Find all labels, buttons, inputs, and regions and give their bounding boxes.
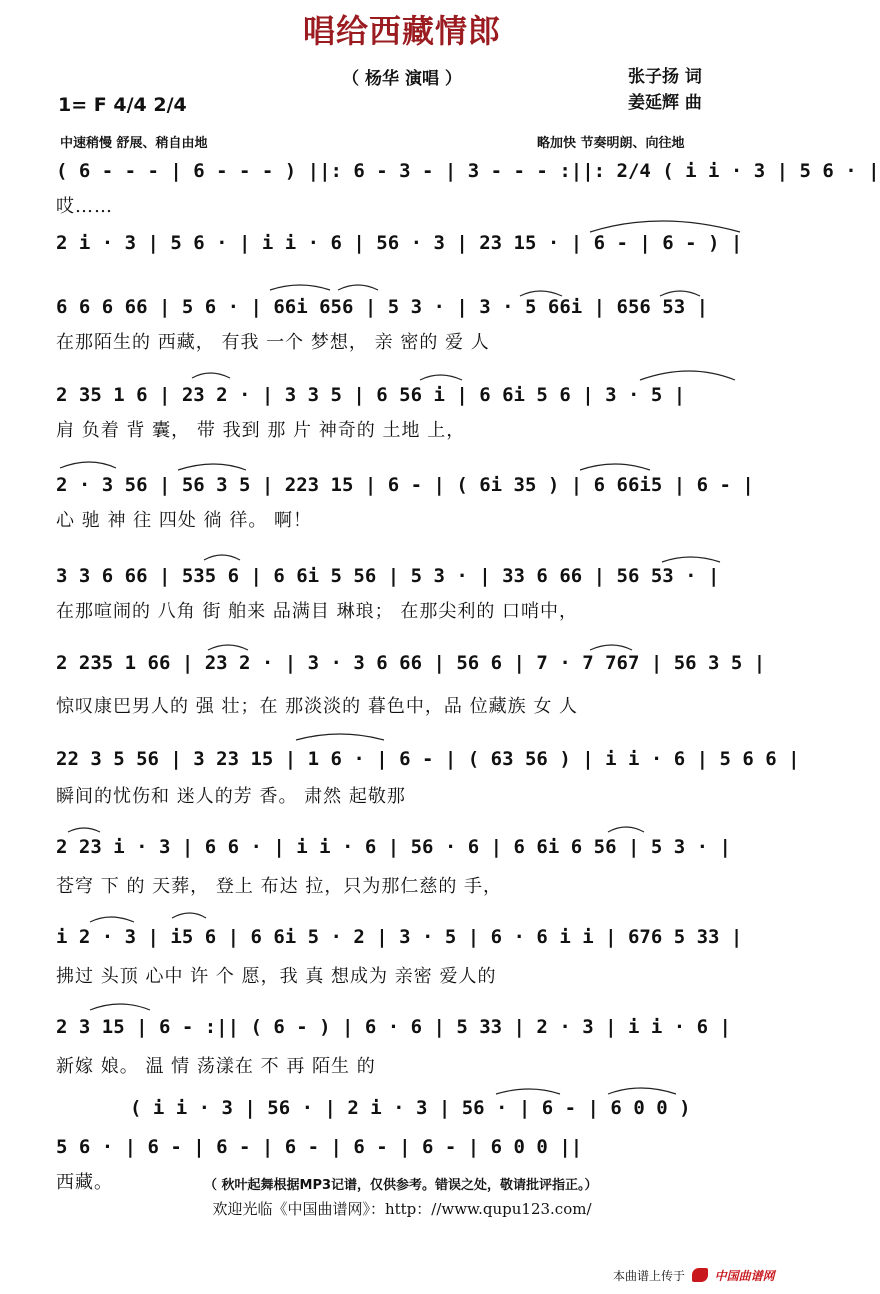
footnote: （ 秋叶起舞根据MP3记谱，仅供参考。错误之处，敬请批评指正。）	[204, 1178, 598, 1193]
slur-mark	[172, 913, 206, 918]
tempo-marking-intro: 中速稍慢 舒展、稍自由地	[60, 136, 208, 151]
slur-mark	[580, 464, 650, 470]
notation-line-12: ( i i · 3 | 56 · | 2 i · 3 | 56 · | 6 - | 6 0 0 )	[130, 1097, 691, 1119]
notation-line-2: 2 i · 3 | 5 6 · | i i · 6 | 56 · 3 | 23 15 · | 6 - | 6 - ) |	[56, 232, 743, 254]
slur-mark	[90, 917, 134, 922]
footer-brand[interactable]: 中国曲谱网	[714, 1269, 775, 1283]
slur-mark	[640, 371, 735, 380]
slur-mark	[608, 827, 644, 832]
slur-mark	[178, 464, 246, 470]
notation-line-13: 5 6 · | 6 - | 6 - | 6 - | 6 - | 6 - | 6 0 0 ||	[56, 1136, 583, 1158]
lyric-line-11: 新嫁 娘。 温 情 荡漾在 不 再 陌生 的	[56, 1056, 376, 1077]
slur-mark	[338, 285, 378, 290]
notation-line-4: 2 35 1 6 | 23 2 · | 3 3 5 | 6 56 i | 6 6i 5 6 | 3 · 5 |	[56, 384, 686, 406]
lyric-line-1: 哎……	[56, 196, 113, 217]
tempo-marking-change: 略加快 节奏明朗、向往地	[537, 136, 685, 151]
footer-uploaded-label: 本曲谱上传于	[613, 1269, 686, 1283]
notation-line-9: 2 23 i · 3 | 6 6 · | i i · 6 | 56 · 6 | 6 6i 6 56 | 5 3 · |	[56, 836, 731, 858]
slur-mark	[68, 828, 100, 832]
singer-credit: （ 杨华 演唱 ）	[342, 69, 462, 89]
slur-mark	[590, 645, 632, 650]
logo-icon	[692, 1268, 708, 1282]
lyric-line-8: 瞬间的忧伤和 迷人的芳 香。 肃然 起敬那	[56, 786, 406, 807]
lyric-line-4: 肩 负着 背 囊， 带 我到 那 片 神奇的 土地 上，	[56, 420, 466, 441]
notation-line-11: 2 3 15 | 6 - :|| ( 6 - ) | 6 · 6 | 5 33 | 2 · 3 | i i · 6 |	[56, 1016, 731, 1038]
slur-mark	[192, 373, 230, 378]
slur-mark	[608, 1088, 676, 1094]
slur-mark	[496, 1089, 560, 1094]
lyric-line-6: 在那喧闹的 八角 街 舶来 品满目 琳琅； 在那尖利的 口哨中，	[56, 601, 579, 622]
song-title: 唱给西藏情郎	[302, 12, 501, 50]
notation-line-6: 3 3 6 66 | 535 6 | 6 6i 5 56 | 5 3 · | 33 6 66 | 56 53 · |	[56, 565, 720, 587]
notation-line-5: 2 · 3 56 | 56 3 5 | 223 15 | 6 - | ( 6i 35 ) | 6 66i5 | 6 - |	[56, 474, 754, 496]
slur-mark	[204, 555, 240, 560]
slur-mark	[60, 462, 116, 468]
slur-mark	[270, 285, 330, 290]
lyric-line-5: 心 驰 神 往 四处 徜 徉。 啊！	[56, 510, 313, 531]
lyric-line-9: 苍穹 下 的 天葬， 登上 布达 拉，只为那仁慈的 手，	[56, 876, 503, 897]
site-footer	[613, 1267, 775, 1284]
key-signature: 1= F 4/4 2/4	[58, 94, 187, 116]
lyric-line-10: 拂过 头顶 心中 许 个 愿，我 真 想成为 亲密 爱人的	[56, 966, 497, 987]
notation-line-3: 6 6 6 66 | 5 6 · | 66i 656 | 5 3 · | 3 · 5 66i | 656 53 |	[56, 296, 709, 318]
slur-mark	[420, 375, 462, 380]
slur-mark	[90, 1004, 150, 1010]
lyric-line-13: 西藏。	[56, 1172, 113, 1193]
slur-mark	[590, 221, 740, 232]
notation-line-10: i 2 · 3 | i5 6 | 6 6i 5 · 2 | 3 · 5 | 6 · 6 i i | 676 5 33 |	[56, 926, 743, 948]
composer-credit: 姜延辉 曲	[628, 93, 702, 113]
slur-mark	[662, 557, 720, 562]
notation-line-1: ( 6 - - - | 6 - - - ) ||: 6 - 3 - | 3 - - - :||: 2/4 ( i i · 3 | 5 6 · |	[56, 160, 880, 182]
lyricist-credit: 张子扬 词	[628, 67, 702, 87]
notation-line-7: 2 235 1 66 | 23 2 · | 3 · 3 6 66 | 56 6 | 7 · 7 767 | 56 3 5 |	[56, 652, 766, 674]
lyric-line-3: 在那陌生的 西藏， 有我 一个 梦想， 亲 密的 爱 人	[56, 332, 490, 353]
slur-mark	[208, 645, 248, 650]
slur-mark	[296, 734, 384, 740]
lyric-line-7: 惊叹康巴男人的 强 壮；在 那淡淡的 暮色中，品 位藏族 女 人	[56, 696, 579, 717]
notation-line-8: 22 3 5 56 | 3 23 15 | 1 6 · | 6 - | ( 63 56 ) | i i · 6 | 5 6 6 |	[56, 748, 800, 770]
welcome-link-text[interactable]: 欢迎光临《中国曲谱网》：http：//www.qupu123.com/	[212, 1200, 592, 1218]
